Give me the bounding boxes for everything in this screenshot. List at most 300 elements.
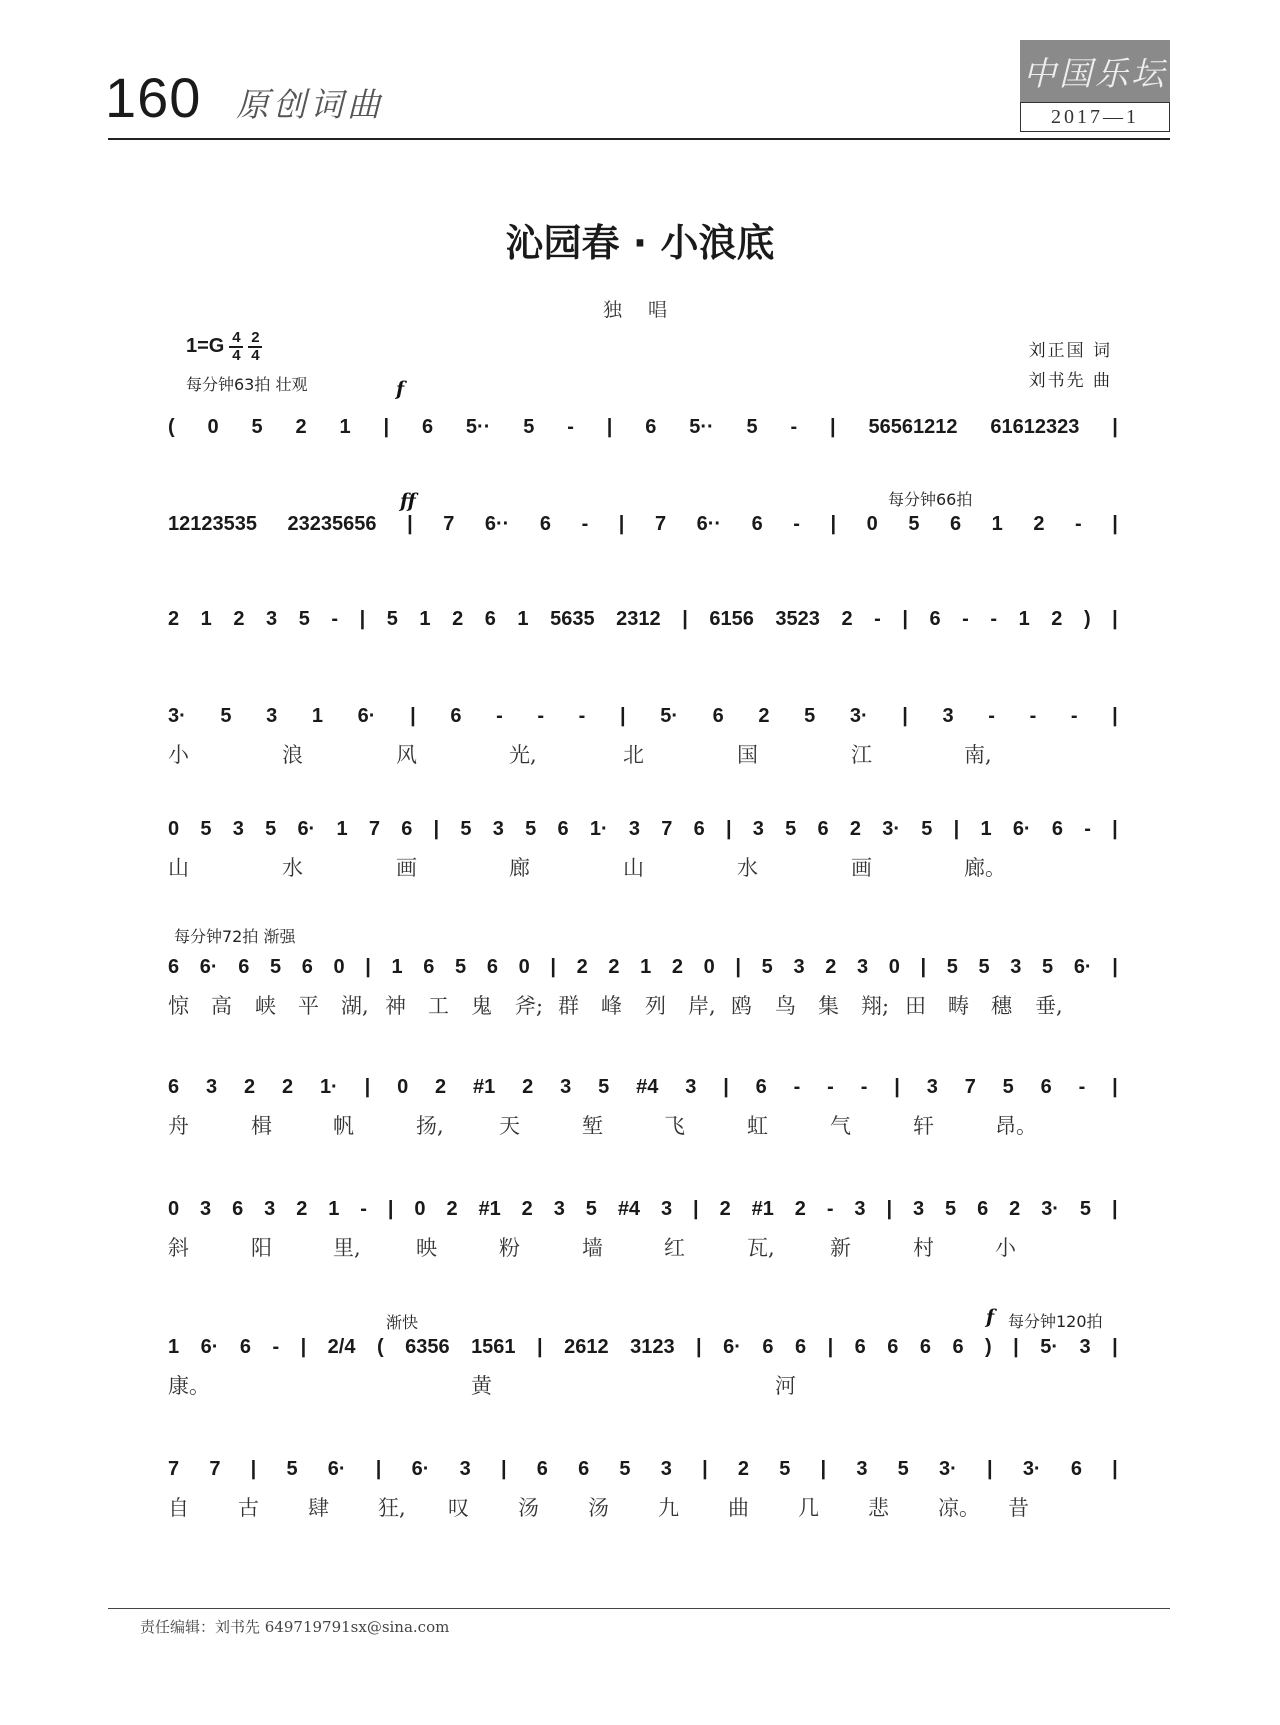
note: 6 <box>450 704 462 727</box>
bar-line: | <box>1112 607 1118 630</box>
lyric-syllable: 瓦, <box>747 1236 775 1260</box>
note: 0 <box>168 1197 180 1220</box>
note: 7 <box>964 1075 976 1098</box>
note: 2 <box>295 415 307 438</box>
bar-line: | <box>1013 1335 1019 1358</box>
lyric-syllable: 廊 <box>509 856 530 880</box>
note: 5· <box>660 704 678 727</box>
lyric-syllable: 鸥 <box>731 994 752 1018</box>
lyric-syllable: 浪 <box>282 743 303 767</box>
note: 6·· <box>696 512 722 535</box>
lyric-syllable: 小 <box>995 1236 1016 1260</box>
lyric-syllable: 康。 <box>168 1374 210 1398</box>
performance-type: 独 唱 <box>602 299 678 321</box>
lyric-syllable: 田 <box>905 994 926 1018</box>
bar-line: | <box>407 512 413 535</box>
note: 5 <box>804 704 816 727</box>
note: 0 <box>414 1197 426 1220</box>
magazine-logo <box>1020 40 1170 102</box>
key-signature <box>186 330 262 364</box>
lyric-syllable: 昂。 <box>995 1114 1037 1138</box>
note: 5635 <box>550 607 595 630</box>
note: 3 <box>266 607 278 630</box>
note: 2 <box>576 955 588 978</box>
note: ( <box>376 1335 384 1358</box>
note: 2 <box>758 704 770 727</box>
bar-line: | <box>1112 512 1118 535</box>
note: 5 <box>746 415 758 438</box>
lyric-syllable: 楫 <box>251 1114 272 1138</box>
note: - <box>874 607 881 630</box>
note: 6· <box>357 704 376 727</box>
note: 5 <box>585 1197 597 1220</box>
lyric-syllable: 穗 <box>991 994 1012 1018</box>
note: 1· <box>589 817 608 840</box>
note: 6 <box>762 1335 774 1358</box>
lyric-syllable: 神 <box>385 994 406 1018</box>
note: #1 <box>478 1197 501 1220</box>
note-row <box>168 697 1118 735</box>
bar-line: | <box>1112 1457 1118 1480</box>
bar-line: | <box>894 1075 900 1098</box>
key: 1=G <box>186 335 225 358</box>
dynamic-marking-f: f <box>396 378 405 400</box>
lyric-syllable: 画 <box>396 856 417 880</box>
lyric-syllable: 集 <box>818 994 839 1018</box>
note: - <box>1075 512 1082 535</box>
note-row <box>168 948 1118 986</box>
score-line <box>168 600 1118 638</box>
note-row <box>168 408 1118 446</box>
note-row <box>168 1450 1118 1488</box>
note: - <box>360 1197 367 1220</box>
note: 6 <box>887 1335 899 1358</box>
note: 2612 <box>564 1335 609 1358</box>
lyric-syllable: 平 <box>298 994 319 1018</box>
note: 3 <box>793 955 805 978</box>
song-title: 沁园春 · 小浪底 <box>505 221 775 265</box>
lyric-syllable: 里, <box>333 1236 361 1260</box>
note: 3 <box>459 1457 471 1480</box>
note: 3 <box>264 1197 276 1220</box>
note: 5 <box>1079 1197 1092 1220</box>
note: - <box>793 512 800 535</box>
bar-line: | <box>830 415 836 438</box>
lyric-syllable: 汤 <box>588 1496 609 1520</box>
note: 2 <box>233 607 245 630</box>
note: - <box>1084 817 1091 840</box>
note: 6 <box>794 1335 807 1358</box>
lyric-syllable: 黄 <box>471 1374 492 1398</box>
note: 6 <box>952 1335 964 1358</box>
bar-line: | <box>606 415 613 438</box>
lyric-syllable: 狂, <box>378 1496 406 1520</box>
note: 7 <box>443 512 455 535</box>
note: 6 <box>1040 1075 1052 1098</box>
note: 3 <box>200 1197 212 1220</box>
bar-line: | <box>702 1457 708 1480</box>
bar-line: | <box>300 1335 307 1358</box>
note: 6 <box>950 512 962 535</box>
note: 6· <box>411 1457 430 1480</box>
tempo-marking-5: 每分钟120拍 <box>1008 1312 1103 1331</box>
note: 2 <box>608 955 620 978</box>
bar-line: | <box>410 704 416 727</box>
note: 1· <box>319 1075 338 1098</box>
lyric-syllable: 村 <box>913 1236 934 1260</box>
note: 6 <box>239 1335 251 1358</box>
tempo-marking-3: 每分钟72拍 渐强 <box>174 927 296 946</box>
lyric-syllable: 飞 <box>664 1114 685 1138</box>
lyric-syllable: 斧; <box>515 994 544 1018</box>
bar-line: | <box>387 1197 394 1220</box>
note: 2 <box>446 1197 458 1220</box>
note: 5 <box>298 607 310 630</box>
note: 7 <box>654 512 667 535</box>
note: - <box>962 607 969 630</box>
note: 3 <box>926 1075 938 1098</box>
bar-line: | <box>500 1457 507 1480</box>
bar-line: | <box>365 955 371 978</box>
lyric-syllable: 昔 <box>1008 1496 1029 1520</box>
note-row <box>168 1328 1118 1366</box>
note: 1 <box>200 607 212 630</box>
score-line <box>168 810 1118 880</box>
lyric-syllable: 峰 <box>601 994 622 1018</box>
time-signature-1: $\frac{4}{4}$ <box>229 330 243 364</box>
lyric-syllable: 斜 <box>168 1236 189 1260</box>
note: 3 <box>856 955 869 978</box>
lyric-syllable: 水 <box>737 856 758 880</box>
lyric-syllable: 廊。 <box>964 856 1006 880</box>
note: 5 <box>220 704 232 727</box>
note: 1 <box>311 704 324 727</box>
note: 5 <box>525 817 537 840</box>
lyric-syllable: 叹 <box>448 1496 469 1520</box>
note: 3· <box>939 1457 957 1480</box>
note: 6 <box>977 1197 989 1220</box>
note: 2 <box>435 1075 447 1098</box>
note: 2 <box>1033 512 1045 535</box>
note: #1 <box>473 1075 496 1098</box>
score-line <box>168 505 1118 543</box>
note: 2 <box>1051 607 1063 630</box>
note: 0 <box>518 955 530 978</box>
note: ( <box>168 415 175 438</box>
note: 6· <box>1012 817 1031 840</box>
bar-line: | <box>1111 1197 1118 1220</box>
bar-line: | <box>830 512 837 535</box>
note: 5 <box>921 817 933 840</box>
note: 6 <box>168 1075 180 1098</box>
note: - <box>1029 704 1037 727</box>
lyric-syllable: 气 <box>830 1114 851 1138</box>
editor-credit: 责任编辑：刘书先 649719791sx@sina.com <box>140 1618 450 1636</box>
note: 5 <box>761 955 773 978</box>
note: 0 <box>168 817 180 840</box>
note: 3· <box>849 704 868 727</box>
note: 2 <box>671 955 684 978</box>
bar-line: | <box>820 1457 827 1480</box>
note-row <box>168 505 1118 543</box>
lyric-syllable: 光, <box>509 743 537 767</box>
lyric-syllable: 天 <box>499 1114 520 1138</box>
note: - <box>826 1197 834 1220</box>
note: 5 <box>978 955 990 978</box>
lyric-syllable: 山 <box>168 856 189 880</box>
lyric-syllable: 粉 <box>499 1236 520 1260</box>
note: 6356 <box>405 1335 450 1358</box>
note: 5 <box>946 955 958 978</box>
lyric-syllable: 映 <box>416 1236 437 1260</box>
note: 6 <box>919 1335 931 1358</box>
note: 5 <box>598 1075 610 1098</box>
note: 1561 <box>471 1335 516 1358</box>
note: 3 <box>660 1457 672 1480</box>
note: 2 <box>794 1197 806 1220</box>
lyric-syllable: 汤 <box>518 1496 539 1520</box>
note: 5 <box>945 1197 957 1220</box>
lyric-syllable: 岸, <box>688 994 716 1018</box>
lyric-syllable: 轩 <box>913 1114 934 1138</box>
note: 3 <box>856 1457 868 1480</box>
note: 3 <box>913 1197 925 1220</box>
bar-line: | <box>375 1457 382 1480</box>
lyric-syllable: 几 <box>798 1496 819 1520</box>
note: 3· <box>168 704 186 727</box>
note: 6·· <box>484 512 510 535</box>
tempo-marking-2: 每分钟66拍 <box>888 490 973 509</box>
lyric-syllable: 鸟 <box>775 994 796 1018</box>
note: - <box>860 1075 868 1098</box>
note: ) <box>1083 607 1091 630</box>
bar-line: | <box>827 1335 834 1358</box>
note: 3 <box>685 1075 697 1098</box>
note: 3 <box>660 1197 673 1220</box>
bar-line: | <box>383 415 390 438</box>
note: 1 <box>339 415 351 438</box>
note: 5 <box>785 817 797 840</box>
note: 6 <box>578 1457 590 1480</box>
lyric-syllable: 畴 <box>948 994 969 1018</box>
note: 6 <box>751 512 763 535</box>
note: 0 <box>207 415 219 438</box>
dynamic-marking-ff: ff <box>400 490 416 512</box>
note: 6 <box>929 607 941 630</box>
note: 6 <box>301 955 313 978</box>
section-title: 原创词曲 <box>236 85 384 124</box>
note: 6 <box>712 704 724 727</box>
note: 5· <box>1040 1335 1059 1358</box>
note: 5 <box>200 817 212 840</box>
note: - <box>537 704 545 727</box>
lyric-syllable: 红 <box>664 1236 685 1260</box>
note: 6 <box>421 415 434 438</box>
note: - <box>1078 1075 1086 1098</box>
lyric-syllable: 虹 <box>747 1114 768 1138</box>
lyric-syllable: 阳 <box>251 1236 272 1260</box>
bar-line: | <box>725 817 732 840</box>
note: 2 <box>825 955 837 978</box>
lyric-syllable: 堑 <box>582 1114 603 1138</box>
note: 6 <box>539 512 552 535</box>
lyric-syllable: 小 <box>168 743 189 767</box>
note: 6· <box>1073 955 1092 978</box>
note: - <box>793 1075 801 1098</box>
note: 3· <box>1022 1457 1041 1480</box>
note: 2/4 <box>327 1335 356 1358</box>
note: 2 <box>522 1075 534 1098</box>
note: 0 <box>397 1075 409 1098</box>
note: 5 <box>265 817 277 840</box>
lyric-syllable: 列 <box>645 994 666 1018</box>
bar-line: | <box>953 817 960 840</box>
note: 5 <box>897 1457 909 1480</box>
note-row <box>168 1068 1118 1106</box>
bar-line: | <box>250 1457 257 1480</box>
bar-line: | <box>1112 817 1118 840</box>
note: 2312 <box>616 607 661 630</box>
footer-divider <box>108 1608 1170 1609</box>
note: 5 <box>286 1457 298 1480</box>
note: 6 <box>238 955 250 978</box>
note: 6 <box>486 955 498 978</box>
note: 6 <box>168 955 180 978</box>
note: - <box>496 704 503 727</box>
note: 0 <box>888 955 900 978</box>
lyricist: 刘正国 词 <box>1028 341 1112 361</box>
note: 6 <box>755 1075 767 1098</box>
note: 5 <box>523 415 535 438</box>
score-line <box>168 948 1118 1018</box>
note-row <box>168 810 1118 848</box>
note: - <box>567 415 574 438</box>
note: 5 <box>1002 1075 1014 1098</box>
bar-line: | <box>696 1335 702 1358</box>
lyric-syllable: 肆 <box>308 1496 329 1520</box>
score-line <box>168 1190 1118 1260</box>
note: 1 <box>391 955 403 978</box>
lyric-syllable: 高 <box>211 994 232 1018</box>
time-signature-2: $\frac{2}{4}$ <box>248 330 262 364</box>
note: 6 <box>401 817 413 840</box>
note: 23235656 <box>287 512 377 535</box>
note: 5 <box>779 1457 791 1480</box>
note: 6 <box>232 1197 244 1220</box>
lyric-syllable: 峡 <box>255 994 276 1018</box>
bar-line: | <box>1112 1075 1118 1098</box>
bar-line: | <box>1112 1335 1118 1358</box>
note: 5 <box>1042 955 1054 978</box>
lyric-syllable: 新 <box>830 1236 851 1260</box>
note: 6· <box>200 1335 219 1358</box>
lyric-syllable: 北 <box>623 743 644 767</box>
note: 6· <box>199 955 218 978</box>
lyric-syllable: 风 <box>396 743 417 767</box>
note-row <box>168 600 1118 638</box>
note: 3· <box>1041 1197 1059 1220</box>
note: 3 <box>553 1197 565 1220</box>
lyric-syllable: 凉。 <box>938 1496 980 1520</box>
note: 3 <box>942 704 954 727</box>
note: 1 <box>980 817 992 840</box>
lyric-syllable: 山 <box>623 856 644 880</box>
note: 6 <box>854 1335 866 1358</box>
lyric-syllable: 国 <box>737 743 758 767</box>
note: 2 <box>849 817 861 840</box>
note: 3 <box>266 704 278 727</box>
note: 1 <box>419 607 431 630</box>
bar-line: | <box>618 512 625 535</box>
lyric-syllable: 墙 <box>582 1236 603 1260</box>
note: 3123 <box>630 1335 675 1358</box>
lyric-syllable: 河 <box>775 1374 796 1398</box>
note: 3 <box>492 817 504 840</box>
note: 0 <box>703 955 715 978</box>
note: #4 <box>617 1197 641 1220</box>
note: - <box>272 1335 280 1358</box>
bar-line: | <box>537 1335 543 1358</box>
note: 2 <box>281 1075 294 1098</box>
note: 6 <box>536 1457 548 1480</box>
lyric-syllable: 湖, <box>341 994 369 1018</box>
note: - <box>578 704 586 727</box>
note: - <box>790 415 798 438</box>
bar-line: | <box>1112 955 1118 978</box>
note: - <box>581 512 589 535</box>
note: 1 <box>640 955 652 978</box>
bar-line: | <box>682 607 688 630</box>
note: 5·· <box>465 415 491 438</box>
note: 7 <box>168 1457 180 1480</box>
note: 5 <box>251 415 263 438</box>
note: 5 <box>908 512 920 535</box>
composer: 刘书先 曲 <box>1028 371 1112 391</box>
issue-number: 2017—1 <box>1020 102 1170 132</box>
note: 1 <box>168 1335 180 1358</box>
bar-line: | <box>364 1075 371 1098</box>
note: 12123535 <box>168 512 257 535</box>
note: 3 <box>1079 1335 1091 1358</box>
bar-line: | <box>987 1457 993 1480</box>
note: 6 <box>423 955 435 978</box>
lyric-syllable: 惊 <box>168 994 189 1018</box>
lyric-syllable: 帆 <box>333 1114 354 1138</box>
note: 5 <box>455 955 467 978</box>
lyric-syllable: 自 <box>168 1496 189 1520</box>
note: 5 <box>386 607 398 630</box>
note: 5 <box>269 955 282 978</box>
lyric-syllable: 群 <box>558 994 579 1018</box>
note: - <box>827 1075 834 1098</box>
note: - <box>1070 704 1078 727</box>
note: 6 <box>817 817 829 840</box>
note: 1 <box>336 817 348 840</box>
note: 6· <box>297 817 316 840</box>
note: 5·· <box>689 415 714 438</box>
note: 6 <box>1070 1457 1082 1480</box>
score-line <box>168 697 1118 767</box>
note: 3523 <box>775 607 820 630</box>
note: - <box>331 607 339 630</box>
bar-line: | <box>1112 704 1118 727</box>
note: 3 <box>205 1075 218 1098</box>
bar-line: | <box>886 1197 893 1220</box>
note: 2 <box>1009 1197 1021 1220</box>
note: 6 <box>1051 817 1063 840</box>
note: 6 <box>693 817 705 840</box>
lyric-syllable: 古 <box>238 1496 259 1520</box>
